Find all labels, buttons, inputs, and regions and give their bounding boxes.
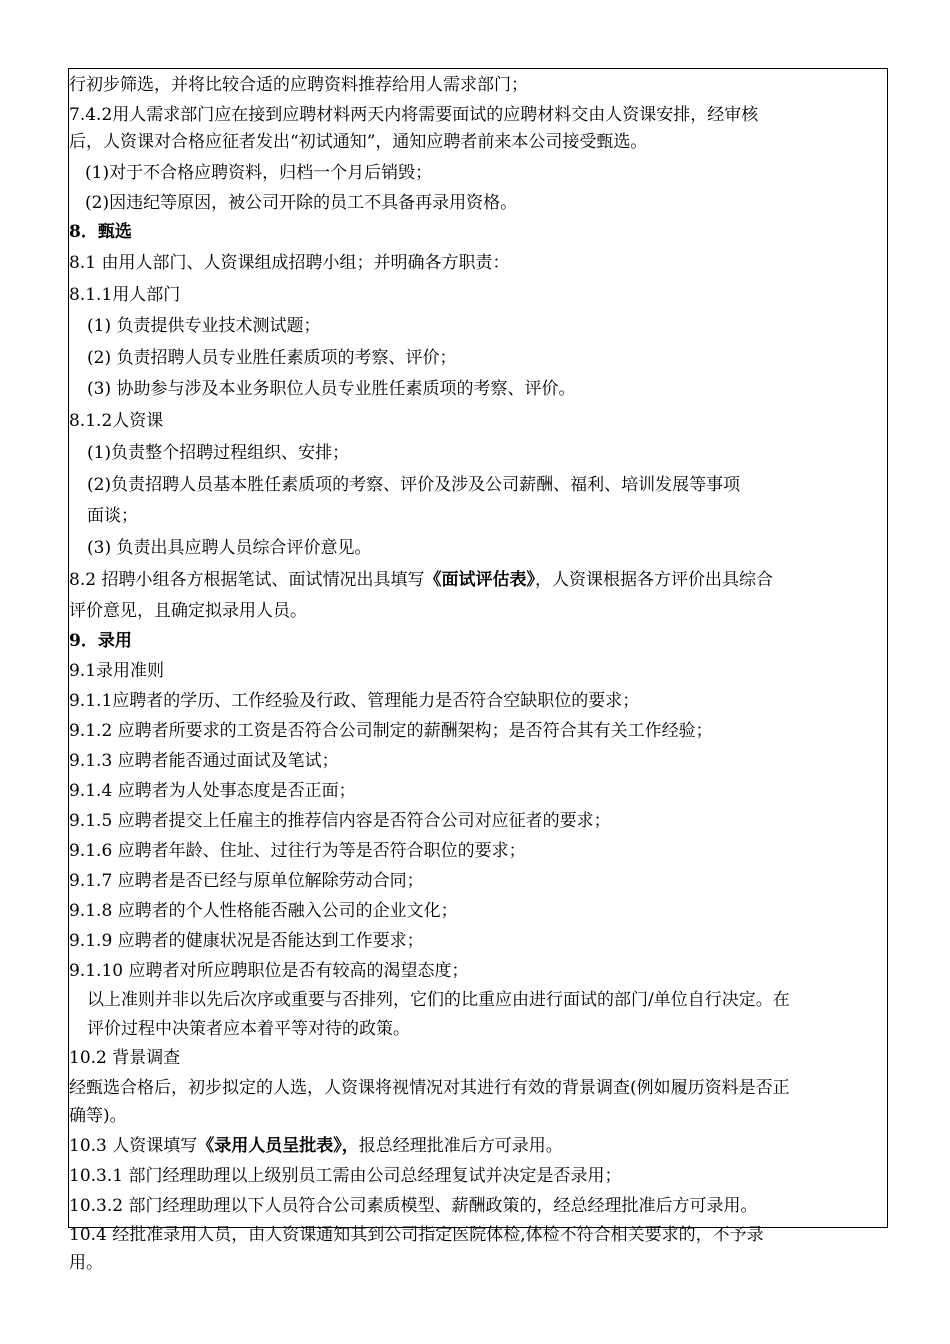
- text-line: 经甄选合格后，初步拟定的人选，人资课将视情况对其进行有效的背景调查(例如履历资料是否正: [69, 1078, 790, 1098]
- text-line: (1)负责整个招聘过程组织、安排；: [87, 443, 350, 463]
- text-line: [69, 1135, 563, 1157]
- text-line: 评价过程中决策者应本着平等对待的政策。: [87, 1019, 410, 1039]
- text-line: 行初步筛选，并将比较合适的应聘资料推荐给用人需求部门；: [69, 75, 528, 95]
- text-line: 9.1.3 应聘者能否通过面试及笔试；: [69, 751, 339, 771]
- text-segment: 10.3 人资课填写: [69, 1136, 198, 1156]
- text-line: 10.2 背景调查: [69, 1048, 181, 1068]
- text-line: 8.1.2人资课: [69, 411, 164, 431]
- text-line: (1) 负责提供专业技术测试题；: [87, 316, 321, 336]
- text-line: 9.1.6 应聘者年龄、住址、过往行为等是否符合职位的要求；: [69, 841, 526, 861]
- text-line: 7.4.2用人需求部门应在接到应聘材料两天内将需要面试的应聘材料交由人资课安排，经审核: [69, 105, 759, 125]
- text-line: (2)负责招聘人员基本胜任素质项的考察、评价及涉及公司薪酬、福利、培训发展等事项: [87, 475, 741, 495]
- text-line: 9.1.2 应聘者所要求的工资是否符合公司制定的薪酬架构；是否符合其有关工作经验；: [69, 721, 713, 741]
- text-line: 以上准则并非以先后次序或重要与否排列，它们的比重应由进行面试的部门/单位自行决定。在: [87, 990, 790, 1010]
- document-frame: [68, 68, 888, 1273]
- text-line: 10.3.1 部门经理助理以上级别员工需由公司总经理复试并决定是否录用；: [69, 1166, 622, 1186]
- text-line: 9.1.4 应聘者为人处事态度是否正面；: [69, 781, 356, 801]
- text-segment: 8.2 招聘小组各方根据笔试、面试情况出具填写: [69, 570, 425, 590]
- text-line: 评价意见，且确定拟录用人员。: [69, 601, 307, 621]
- text-line: 9.1.10 应聘者对所应聘职位是否有较高的渴望态度；: [69, 961, 469, 981]
- text-line: 9.1.1应聘者的学历、工作经验及行政、管理能力是否符合空缺职位的要求；: [69, 691, 640, 711]
- section-heading: 8．甄选: [69, 222, 132, 242]
- text-line: 9.1.9 应聘者的健康状况是否能达到工作要求；: [69, 931, 424, 951]
- text-line: 10.3.2 部门经理助理以下人员符合公司素质模型、薪酬政策的，经总经理批准后方可录用。: [69, 1196, 758, 1216]
- text-line: 面谈；: [87, 506, 138, 526]
- text-line: (2)因违纪等原因，被公司开除的员工不具备再录用资格。: [85, 193, 518, 213]
- text-line: (3) 协助参与涉及本业务职位人员专业胜任素质项的考察、评价。: [87, 379, 576, 399]
- text-line: 9.1.8 应聘者的个人性格能否融入公司的企业文化；: [69, 901, 458, 921]
- text-line: (3) 负责出具应聘人员综合评价意见。: [87, 538, 372, 558]
- text-line: 8.1.1用人部门: [69, 285, 181, 305]
- text-line: [69, 569, 773, 591]
- text-line: 后，人资课对合格应征者发出“初试通知”，通知应聘者前来本公司接受甄选。: [69, 132, 648, 152]
- text-line: 10.4 经批准录用人员，由人资课通知其到公司指定医院体检,体检不符合相关要求的，不予录: [69, 1225, 764, 1245]
- text-line: 9.1.7 应聘者是否已经与原单位解除劳动合同；: [69, 871, 424, 891]
- text-line: (1)对于不合格应聘资料，归档一个月后销毁；: [85, 163, 433, 183]
- text-line: 确等)。: [69, 1106, 127, 1126]
- text-line: 8.1 由用人部门、人资课组成招聘小组；并明确各方职责：: [69, 253, 510, 273]
- text-segment: ，人资课根据各方评价出具综合: [534, 570, 773, 590]
- text-line: (2) 负责招聘人员专业胜任素质项的考察、评价；: [87, 348, 457, 368]
- form-title: 《面试评估表》: [424, 570, 535, 590]
- text-line: 9.1.5 应聘者提交上任雇主的推荐信内容是否符合公司对应征者的要求；: [69, 811, 611, 831]
- text-line: 9.1录用准则: [69, 661, 165, 681]
- form-title: 《录用人员呈批表》，: [197, 1136, 359, 1156]
- text-segment: 报总经理批准后方可录用。: [358, 1136, 563, 1156]
- section-heading: 9．录用: [69, 631, 132, 651]
- text-line: 用。: [69, 1253, 103, 1273]
